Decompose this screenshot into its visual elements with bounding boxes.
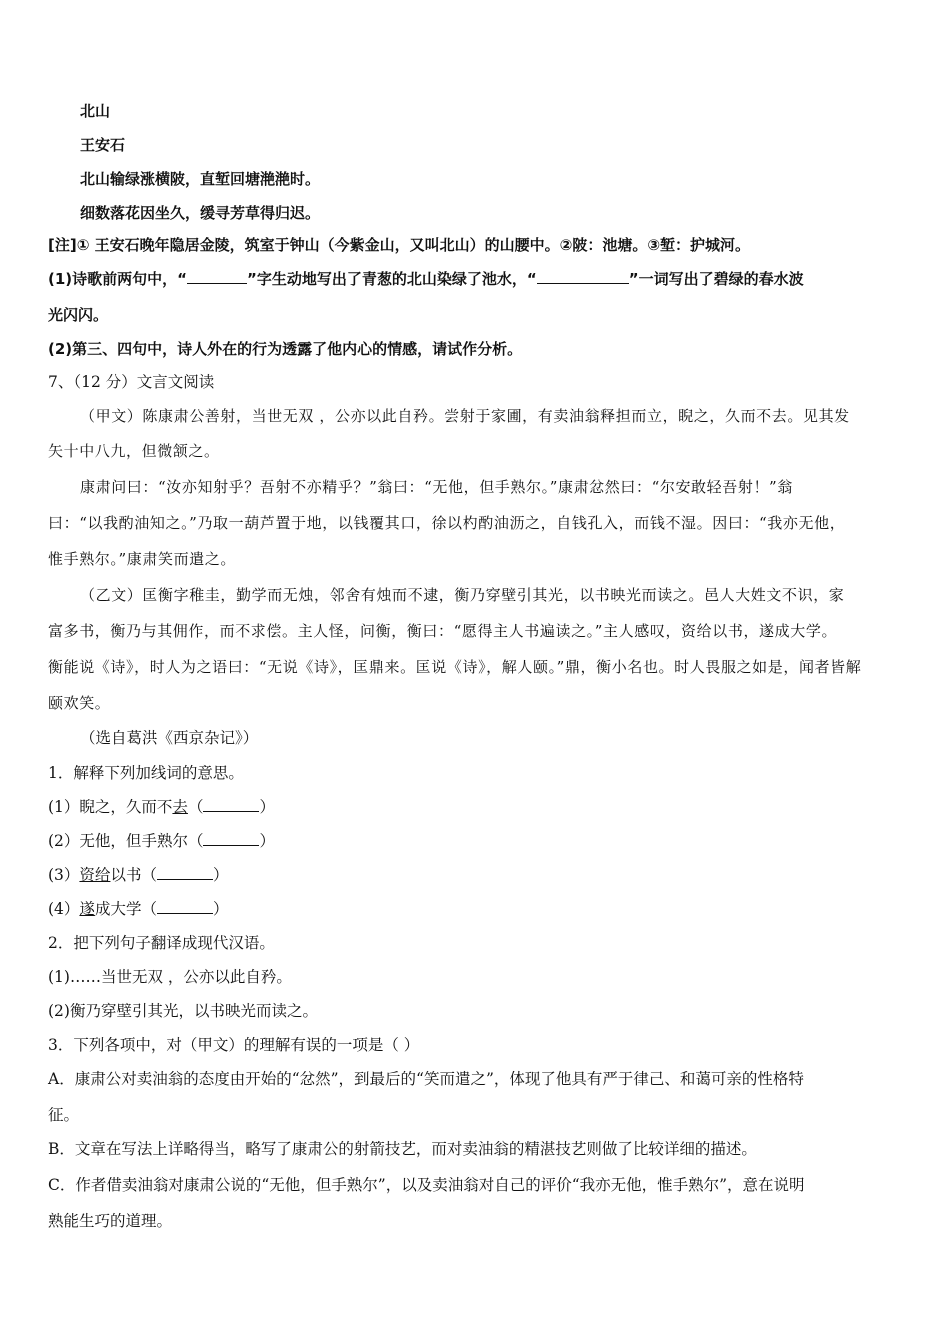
passage-jia-line: 惟手熟尔。”康肃笑而遣之。 [48,550,236,568]
q1-text-b: ”字生动地写出了青葱的北山染绿了池水，“ [247,270,537,288]
poem-title: 北山 [80,102,111,120]
question-1-item-4 [48,898,228,920]
underlined-word: 但 [125,832,142,850]
question-1-item-1 [48,796,275,818]
question-2-stem: 2．把下列句子翻译成现代汉语。 [48,934,275,952]
answer-blank[interactable] [187,269,247,284]
item-text: 成大学（ [94,900,157,918]
poem-author: 王安石 [80,136,126,154]
underlined-word: 资给 [79,866,111,884]
passage-source: （选自葛洪《西京杂记》） [80,729,259,747]
question-1-item-2 [48,830,275,852]
answer-blank[interactable] [157,865,213,880]
underlined-word: 去 [172,798,188,816]
answer-blank[interactable] [203,831,259,846]
answer-blank[interactable] [157,899,213,914]
passage-yi-line: 富多书，衡乃与其佣作，而不求偿。主人怪，问衡，衡曰：“愿得主人书遍读之。”主人感叹，资给以书，遂成大学。 [48,622,838,640]
passage-jia-line: （甲文）陈康肃公善射，当世无双 ，公亦以此自矜。尝射于家圃，有卖油翁释担而立，睨之，久而不去。见其发 [80,407,850,425]
passage-yi-line: 衡能说《诗》，时人为之语曰：“无说《诗》，匡鼎来。匡说《诗》，解人颐。”鼎，衡小名也。时人畏服之如是，闻者皆解 [48,658,862,676]
passage-yi-line: （乙文）匡衡字稚圭，勤学而无烛，邻舍有烛而不逮，衡乃穿壁引其光，以书映光而读之。邑人大姓文不识，家 [80,586,845,604]
poem-question-2: (2)第三、四句中，诗人外在的行为透露了他内心的情感，请试作分析。 [48,340,523,358]
passage-jia-line: 矢十中八九，但微颔之。 [48,442,220,460]
option-a: A．康肃公对卖油翁的态度由开始的“忿然”，到最后的“笑而遣之”，体现了他具有严于律己、和蔼可亲的性格特 [48,1070,804,1088]
q1-text-c: ”一词写出了碧绿的春水波 [628,270,804,288]
item-text: (2）无他， [48,832,126,850]
option-c: C．作者借卖油翁对康肃公说的“无他，但手熟尔”，以及卖油翁对自己的评价“我亦无他，惟手熟尔”，意在说明 [48,1176,805,1194]
item-text: 以书（ [110,866,157,884]
question-1-item-3 [48,864,228,886]
item-text: （ [187,798,204,816]
poem-question-1-cont: 光闪闪。 [48,306,109,324]
question-2-item-2: (2)衡乃穿壁引其光，以书映光而读之。 [48,1002,318,1020]
question-3-stem: 3．下列各项中，对（甲文）的理解有误的一项是（ ） [48,1036,420,1054]
option-a-cont: 征。 [48,1106,80,1124]
question-2-item-1: (1)……当世无双 ，公亦以此自矜。 [48,968,292,986]
question-1-stem: 1．解释下列加线词的意思。 [48,764,244,782]
item-text: ） [259,798,275,816]
item-text: (1）睨之，久而不 [48,798,173,816]
item-text: (4） [48,900,80,918]
q1-text-a: (1)诗歌前两句中，“ [48,270,188,288]
poem-question-1 [48,268,804,290]
item-text: ） [212,900,229,918]
answer-blank[interactable] [537,269,629,284]
poem-line-1: 北山输绿涨横陂，直堑回塘滟滟时。 [80,170,321,188]
poem-line-2: 细数落花因坐久，缓寻芳草得归迟。 [80,204,321,222]
underlined-word: 遂 [79,900,95,918]
item-text: ） [212,866,229,884]
item-text: (3） [48,866,80,884]
poem-note: [注]① 王安石晚年隐居金陵，筑室于钟山（今紫金山，又叫北山）的山腰中。②陂：池塘。③堑：护城河。 [48,236,751,254]
option-b: B．文章在写法上详略得当，略写了康肃公的射箭技艺，而对卖油翁的精湛技艺则做了比较详细的描述。 [48,1140,757,1158]
answer-blank[interactable] [203,797,259,812]
item-text: ） [259,832,275,850]
section-header: 7、（12 分）文言文阅读 [48,373,215,391]
passage-jia-line: 曰：“以我酌油知之。”乃取一葫芦置于地，以钱覆其口，徐以杓酌油沥之，自钱孔入，而钱不湿。因曰：“我亦无他， [48,514,846,532]
item-text: 手熟尔（ [141,832,204,850]
passage-jia-line: 康肃问曰：“汝亦知射乎？吾射不亦精乎？”翁曰：“无他，但手熟尔。”康肃忿然曰：“尔安敢轻吾射！”翁 [80,478,793,496]
option-c-cont: 熟能生巧的道理。 [48,1212,173,1230]
passage-yi-line: 颐欢笑。 [48,694,111,712]
